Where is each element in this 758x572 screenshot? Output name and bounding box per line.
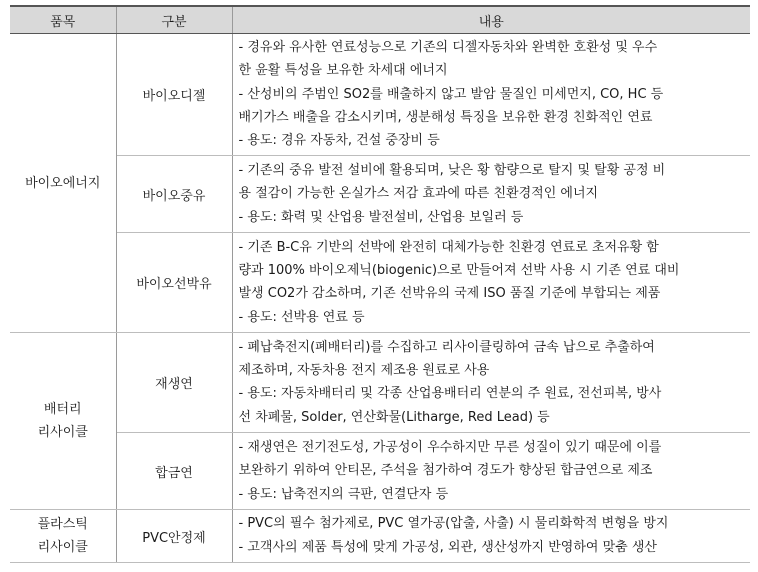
content-line: - 경유와 유사한 연료성능으로 기존의 디젤자동차와 완벽한 호환성 및 우수 [238,40,658,55]
content-cell [232,34,750,156]
division-cell: 재생연 [116,333,232,433]
content-line: 배기가스 배출을 감소시키며, 생분해성 특징을 보유한 환경 친화적인 연료 [238,109,653,125]
category-label: 바이오에너지 [25,175,101,191]
content-line: - 용도: 선박용 연료 등 [238,309,365,325]
category-cell [10,333,116,510]
content-line: 용 절감이 가능한 온실가스 저감 효과에 따른 친환경적인 에너지 [238,186,599,202]
content-line: 한 윤활 특성을 보유한 차세대 에너지 [238,63,448,79]
content-line: - 재생연은 전기전도성, 가공성이 우수하지만 무른 성질이 있기 때문에 이를 [238,440,662,456]
product-table [10,5,750,563]
content-line: 제조하며, 자동차용 전지 제조용 원료로 사용 [238,363,490,379]
header-item: 품목 [10,6,116,34]
content-cell [232,433,750,510]
category-label: 리사이클 [37,425,88,441]
division-cell: 합금연 [116,433,232,510]
division-cell: 바이오중유 [116,156,232,233]
content-line: - 고객사의 제품 특성에 맞게 가공성, 외관, 생산성까지 반영하여 맞춤 생산 [238,539,657,555]
content-cell [232,156,750,233]
division-cell: PVC안정제 [116,510,232,563]
content-line: - 용도: 자동차배터리 및 각종 산업용배터리 연분의 주 원료, 전선피복, 방사 [238,386,662,402]
category-cell [10,34,116,333]
header-division: 구분 [116,6,232,34]
header-content: 내용 [232,6,750,34]
content-line: 선 차폐물, Solder, 연산화물(Litharge, Red Lead) 등 [238,409,550,425]
content-line: - 산성비의 주범인 SO2를 배출하지 않고 발암 물질인 미세먼지, CO, HC 등 [238,86,664,102]
content-line: - 기존 B-C유 기반의 선박에 완전히 대체가능한 친환경 연료로 초저유황 함 [238,239,659,255]
table-body [10,34,750,563]
content-line: 량과 100% 바이오제닉(biogenic)으로 만들어져 선박 사용 시 기존 연료 대비 [238,263,680,279]
table-row [10,333,750,433]
category-label: 배터리 [43,402,82,418]
content-line: 보완하기 위하여 안티몬, 주석을 첨가하여 경도가 향상된 합금연으로 제조 [238,463,653,479]
category-label: 플라스틱 [37,517,88,533]
table-row [10,433,750,510]
table-row [10,156,750,233]
content-cell [232,333,750,433]
content-line: - PVC의 필수 첨가제로, PVC 열가공(압출, 사출) 시 물리화학적 변형을 방지 [238,516,669,532]
content-line: - 용도: 화력 및 산업용 발전설비, 산업용 보일러 등 [238,209,524,225]
table-row [10,34,750,156]
content-cell [232,233,750,333]
category-label: 리사이클 [37,540,88,556]
table-row [10,510,750,563]
content-line: - 기존의 중유 발전 설비에 활용되며, 낮은 황 함량으로 탈지 및 탈황 공정 비 [238,163,666,179]
content-cell [232,510,750,563]
content-line: 발생 CO2가 감소하며, 기존 선박유의 국제 ISO 품질 기준에 부합되는 제품 [238,286,661,302]
division-cell: 바이오선박유 [116,233,232,333]
table-row [10,233,750,333]
content-line: - 폐납축전지(폐배터리)를 수집하고 리사이클링하여 금속 납으로 추출하여 [238,339,655,355]
division-cell: 바이오디젤 [116,34,232,156]
table-header-row [10,6,750,34]
category-cell [10,510,116,563]
content-line: - 용도: 경유 자동차, 건설 중장비 등 [238,133,440,149]
content-line: - 용도: 납축전지의 극판, 연결단자 등 [238,486,449,502]
